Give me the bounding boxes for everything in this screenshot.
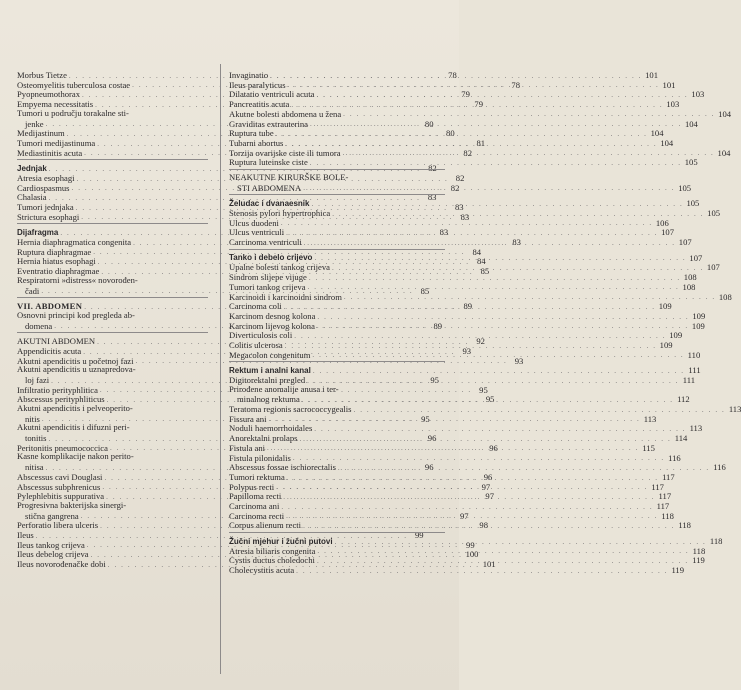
toc-entry-title: Colitis ulcerosa bbox=[229, 339, 283, 350]
toc-entry-title: Akutni apendicitis u početnoj fazi bbox=[17, 355, 134, 366]
toc-entry-ulcus-duodeni bbox=[229, 217, 669, 228]
page-number: 109 bbox=[659, 339, 673, 350]
page-number: 95 bbox=[485, 394, 495, 405]
page-number: 119 bbox=[671, 565, 685, 576]
dot-leader bbox=[284, 227, 658, 238]
toc-entry-title: Mediastinitis acuta bbox=[17, 147, 83, 158]
toc-entry-title: Hernia diaphragmatica congenita bbox=[17, 237, 132, 248]
toc-entry-fistula-pilonidalis bbox=[229, 452, 681, 463]
toc-entry-row bbox=[229, 452, 681, 463]
toc-entry-line: Osnovni principi kod pregleda ab- bbox=[17, 309, 135, 320]
page-number: 113 bbox=[728, 404, 741, 415]
page-number: 79 bbox=[461, 89, 470, 100]
page-number: 117 bbox=[656, 500, 670, 511]
page-number: 82 bbox=[450, 182, 460, 193]
page-number: 105 bbox=[684, 157, 698, 168]
page-number: 117 bbox=[658, 491, 672, 502]
page-number: 117 bbox=[651, 481, 664, 492]
page-number: 109 bbox=[658, 301, 672, 312]
toc-entry-title: Tumori jednjaka bbox=[17, 202, 74, 213]
page-number: 116 bbox=[713, 462, 726, 473]
toc-entry-row bbox=[229, 404, 741, 415]
page-number: 103 bbox=[691, 89, 705, 100]
toc-entry-line: Akutni apendicitis i difuzni peri- bbox=[17, 422, 130, 433]
toc-entry-title: nitisa bbox=[25, 462, 44, 473]
toc-entry-title: Carcinoma recti bbox=[229, 510, 285, 521]
toc-entry-title: Dilatatio ventriculi acuta bbox=[229, 89, 315, 100]
page-number: 112 bbox=[677, 394, 690, 405]
dot-leader bbox=[312, 255, 686, 262]
toc-entry-title: tonitis bbox=[25, 433, 47, 444]
dot-leader bbox=[300, 394, 674, 405]
toc-entry-title: Graviditas extrauterina bbox=[229, 118, 308, 129]
toc-entry-title: Carcinoma ventriculi bbox=[229, 237, 302, 248]
page-number: 96 bbox=[489, 442, 498, 453]
dot-leader bbox=[309, 201, 683, 208]
dot-leader bbox=[352, 407, 726, 414]
toc-entry-title: Tumori medijastinuma bbox=[17, 137, 96, 148]
page-number: 107 bbox=[678, 237, 692, 248]
page-number: 113 bbox=[643, 413, 657, 424]
toc-entry-noduli-haemorrhoidales bbox=[229, 423, 703, 434]
toc-entry-title: Strictura esophagi bbox=[17, 211, 80, 222]
toc-entry-row bbox=[17, 246, 482, 257]
toc-entry-diverticulosis-coli bbox=[229, 330, 683, 341]
page-number: 109 bbox=[669, 330, 683, 341]
page-number: 106 bbox=[655, 217, 669, 228]
toc-entry-anorektalni-prolaps bbox=[229, 433, 688, 444]
toc-entry-title: Abscessus cavi Douglasi bbox=[17, 471, 103, 482]
page-number: 99 bbox=[466, 539, 475, 550]
toc-entry-line: Progresivna bakterijska sinergi- bbox=[17, 499, 127, 510]
page-number: 104 bbox=[717, 147, 731, 158]
page-number: 89 bbox=[463, 301, 473, 312]
toc-entry-title: Ileus tankog crijeva bbox=[17, 539, 85, 550]
toc-entry-row bbox=[229, 310, 706, 321]
toc-entry-row bbox=[17, 163, 437, 174]
dot-leader bbox=[283, 343, 657, 350]
toc-entry-title: Eventratio diaphragmae bbox=[17, 266, 100, 277]
dot-leader bbox=[298, 433, 672, 444]
dot-leader bbox=[282, 301, 656, 312]
page-number: 115 bbox=[642, 442, 655, 453]
toc-entry-row bbox=[229, 500, 670, 511]
dot-leader bbox=[301, 520, 675, 531]
page-number: 107 bbox=[661, 227, 674, 238]
page-number: 96 bbox=[427, 433, 437, 444]
page-number: 83 bbox=[427, 192, 437, 203]
toc-entry-title: Papilloma recti bbox=[229, 491, 282, 502]
dot-leader bbox=[274, 481, 648, 492]
dot-leader bbox=[266, 413, 640, 424]
toc-entry-title: Noduli haemorrhoidales bbox=[229, 423, 313, 434]
toc-entry-title: Cholecystitis acuta bbox=[229, 565, 295, 576]
dot-leader bbox=[301, 182, 675, 193]
toc-entry-line: NEAKUTNE KIRURŠKE BOLE- bbox=[229, 171, 349, 182]
toc-entry-ulcus-ventriculi bbox=[229, 227, 674, 238]
dot-leader bbox=[306, 284, 680, 291]
toc-entry-title: Dijafragma bbox=[17, 228, 59, 237]
toc-entry-title: stična gangrena bbox=[25, 510, 79, 521]
page-number: 108 bbox=[683, 272, 697, 283]
toc-entry-carcinoma-ani bbox=[229, 500, 670, 511]
page-number: 97 bbox=[459, 510, 469, 521]
toc-entry-title: Chalasia bbox=[17, 192, 47, 203]
toc-entry-karcinom-lijevog-kolona bbox=[229, 320, 705, 331]
toc-entry-graviditas-extrauterina bbox=[229, 118, 698, 129]
page-number: 96 bbox=[483, 471, 493, 482]
page-number: 93 bbox=[462, 345, 472, 356]
toc-entry-title: Cystis ductus choledochi bbox=[229, 555, 315, 566]
toc-entry-title: Diverticulosis coli bbox=[229, 330, 293, 341]
toc-entry-title: Tubarni abortus bbox=[229, 137, 284, 148]
toc-entry-karcinoidi-i-karcinoidni-sindrom bbox=[229, 291, 732, 302]
toc-entry-line: Prirođene anomalije anusa i ter- bbox=[229, 383, 339, 394]
page-number: 83 bbox=[439, 227, 449, 238]
page-number: 104 bbox=[650, 128, 664, 139]
toc-entry-title: nitis bbox=[25, 413, 40, 424]
toc-entry-title: STI ABDOMENA bbox=[237, 182, 302, 193]
page-number: 108 bbox=[682, 281, 696, 292]
toc-entry-title: Žučni mjehur i žučni putovi bbox=[229, 536, 333, 546]
page-number: 82 bbox=[463, 147, 473, 158]
dot-leader bbox=[341, 147, 715, 158]
page-number: 104 bbox=[660, 137, 674, 148]
toc-entry-title: Stenosis pylori hypertrophica bbox=[229, 208, 331, 219]
page-number: 107 bbox=[689, 252, 703, 263]
page-number: 83 bbox=[455, 202, 464, 213]
toc-entry-title: Tanko i debelo crijevo bbox=[229, 253, 313, 263]
dot-leader bbox=[314, 89, 688, 100]
toc-entry-row bbox=[229, 423, 703, 434]
dot-leader bbox=[285, 471, 659, 482]
toc-entry-title: Corpus alienum recti bbox=[229, 520, 302, 531]
toc-entry-title: Ileus debelog crijeva bbox=[17, 549, 89, 560]
toc-entry-title: AKUTNI ABDOMEN bbox=[17, 336, 96, 347]
toc-entry-title: Appendicitis acuta bbox=[17, 345, 82, 356]
toc-entry-row bbox=[229, 565, 685, 576]
dot-leader bbox=[330, 211, 704, 218]
toc-entry-title: Želudac i dvanaesnik bbox=[229, 198, 310, 208]
toc-entry-title: Teratoma regionis sacrococcygealis bbox=[229, 404, 352, 415]
toc-entry-cholecystitis-acuta bbox=[229, 565, 685, 576]
toc-entry-line: Kasne komplikacije nakon perito- bbox=[17, 451, 134, 462]
page-number: 101 bbox=[482, 559, 496, 570]
page-number: 117 bbox=[662, 471, 675, 482]
toc-entry-title: domena bbox=[25, 320, 53, 331]
toc-entry-title: Tumori rektuma bbox=[229, 471, 285, 482]
toc-entry-title: Ileus paralyticus bbox=[229, 79, 286, 90]
toc-entry-row bbox=[229, 433, 688, 444]
page-number: 96 bbox=[424, 462, 434, 473]
dot-leader bbox=[315, 314, 689, 321]
toc-entry-title: Perforatio libera ulceris bbox=[17, 520, 99, 531]
dot-leader bbox=[341, 111, 715, 118]
toc-entry-row bbox=[229, 365, 701, 376]
page-number: 98 bbox=[479, 520, 488, 531]
toc-entry-title: Pylephlebitis suppurativa bbox=[17, 491, 105, 502]
page-number: 99 bbox=[414, 530, 424, 541]
toc-entry-title: Ruptura diaphragmae bbox=[17, 246, 92, 257]
page-number: 84 bbox=[472, 246, 482, 257]
toc-entry-title: Sindrom slijepe vijuge bbox=[229, 272, 307, 283]
column-divider bbox=[220, 64, 221, 674]
dot-leader bbox=[294, 568, 668, 575]
page-number: 119 bbox=[692, 555, 705, 566]
toc-entry-title: čadi bbox=[25, 285, 40, 296]
toc-entry-abscessus-fossae-ischiorectalis bbox=[229, 462, 726, 473]
dot-leader bbox=[291, 455, 665, 462]
toc-entry-title: Fistula pilonidalis bbox=[229, 452, 291, 463]
page-number: 118 bbox=[678, 520, 691, 531]
page-number: 83 bbox=[512, 237, 521, 248]
page-number: 80 bbox=[446, 128, 455, 139]
toc-entry-row bbox=[229, 217, 669, 228]
toc-entry-karcinom-desnog-kolona bbox=[229, 310, 706, 321]
page-number: 111 bbox=[688, 365, 701, 376]
toc-entry-row bbox=[229, 227, 674, 238]
toc-entry-line: Tumori u području torakalne sti- bbox=[17, 107, 129, 118]
page-number: 118 bbox=[709, 536, 723, 547]
page-number: 101 bbox=[645, 70, 658, 81]
toc-entry-title: Pancreatitis acuta bbox=[229, 99, 290, 110]
toc-entry-line: Respiratorni »distress« novorođen- bbox=[17, 274, 138, 285]
dot-leader bbox=[312, 426, 686, 433]
page-number: 101 bbox=[662, 79, 676, 90]
page-number: 105 bbox=[707, 208, 721, 219]
toc-entry-title: VII. ABDOMEN bbox=[17, 301, 83, 312]
dot-leader bbox=[292, 333, 666, 340]
toc-entry-title: minalnog rektuma bbox=[237, 394, 300, 405]
toc-entry-title: Tumori tankog crijeva bbox=[229, 281, 306, 292]
toc-entry-line: Akutni apendicitis i pelveoperito- bbox=[17, 403, 133, 413]
page-number: 100 bbox=[465, 549, 479, 560]
toc-entry-title: Polypus recti bbox=[229, 481, 275, 492]
toc-entry-ruptura-luteinske-ciste bbox=[229, 157, 698, 168]
dot-leader bbox=[311, 368, 685, 375]
toc-entry-title: Invaginatio bbox=[229, 70, 269, 81]
dot-leader bbox=[330, 265, 704, 272]
toc-entry-row bbox=[229, 281, 696, 292]
toc-entry-title: Hernia hiatus esophagi bbox=[17, 256, 96, 267]
dot-leader bbox=[286, 79, 660, 90]
page-number: 104 bbox=[684, 118, 698, 129]
toc-entry-row bbox=[229, 157, 698, 168]
page-number: 92 bbox=[476, 336, 485, 347]
page-number: 93 bbox=[514, 355, 524, 366]
dot-leader bbox=[315, 548, 689, 555]
page-number: 89 bbox=[433, 320, 443, 331]
dot-leader bbox=[281, 491, 655, 502]
page-number: 103 bbox=[666, 99, 680, 110]
toc-entry-title: Atresia biliaris congenita bbox=[229, 545, 316, 556]
page-number: 108 bbox=[718, 291, 732, 302]
toc-entry-title: Ruptura tube bbox=[229, 128, 274, 139]
toc-entry-title: Rektum i analni kanal bbox=[229, 365, 311, 375]
toc-entry-title: Megacolon congenitum bbox=[229, 349, 311, 360]
dot-leader bbox=[310, 352, 684, 359]
page-number: 79 bbox=[474, 99, 483, 110]
toc-entry-title: Medijastinum bbox=[17, 128, 65, 139]
dot-leader bbox=[307, 275, 681, 282]
page-number: 80 bbox=[424, 118, 434, 129]
toc-entry-title: Ileus bbox=[17, 530, 34, 541]
page-number: 109 bbox=[692, 310, 706, 321]
page-number: 105 bbox=[678, 182, 692, 193]
dot-leader bbox=[315, 320, 689, 331]
toc-entry-title: Ulcus duodeni bbox=[229, 217, 279, 228]
page-number: 109 bbox=[691, 320, 705, 331]
toc-entry-title: Infiltratio perityphlitica bbox=[17, 384, 98, 395]
toc-entry-title: Carcinoma ani bbox=[229, 500, 280, 511]
dot-leader bbox=[289, 99, 663, 110]
toc-entry-title: Empyema necessitatis bbox=[17, 99, 94, 110]
dot-leader bbox=[308, 118, 682, 129]
toc-entry-title: Peritonitis pneumococcica bbox=[17, 442, 108, 453]
toc-entry-title: Akutne bolesti abdomena u žena bbox=[229, 108, 342, 119]
dot-leader bbox=[333, 539, 707, 546]
toc-entry-title: Karcinom desnog kolona bbox=[229, 310, 316, 321]
toc-entry-title: Fissura ani bbox=[229, 413, 267, 424]
dot-leader bbox=[302, 237, 676, 248]
toc-entry-title: Atresia esophagi bbox=[17, 172, 75, 183]
dot-leader bbox=[315, 558, 689, 565]
page-number: 104 bbox=[718, 108, 732, 119]
toc-entry-sindrom-slijepe-vijuge bbox=[229, 272, 697, 283]
page-number: 85 bbox=[420, 285, 430, 296]
dot-leader bbox=[268, 70, 642, 81]
toc-entry-ruptura-diaphragmae bbox=[17, 246, 482, 257]
toc-entry-title: Osteomyelitis tuberculosa costae bbox=[17, 79, 131, 90]
page-number: 82 bbox=[428, 163, 437, 174]
toc-entry-title: Karcinoidi i karcinoidni sindrom bbox=[229, 291, 342, 302]
dot-leader bbox=[279, 220, 653, 227]
toc-entry-title: jenke bbox=[25, 118, 44, 129]
toc-entry-title: Abscessus fossae ischiorectalis bbox=[229, 462, 336, 473]
page-number: 105 bbox=[686, 198, 700, 209]
toc-entry-rektum-i-analni-kanal bbox=[229, 365, 701, 376]
toc-entry-tumori-tankog-crijeva bbox=[229, 281, 696, 292]
toc-entry-title: Torzija ovarijske ciste ili tumora bbox=[229, 147, 341, 158]
toc-entry-teratoma-regionis-sacrococcygealis bbox=[229, 404, 741, 415]
page-number: 118 bbox=[661, 510, 674, 521]
toc-entry-title: Ulcus ventriculi bbox=[229, 227, 285, 238]
dot-leader bbox=[305, 375, 679, 386]
toc-entry-title: Abscessus subphrenicus bbox=[17, 481, 101, 492]
toc-entry-row bbox=[229, 330, 683, 341]
page-number: 95 bbox=[479, 384, 488, 395]
toc-entry-row bbox=[229, 108, 732, 119]
page-number: 85 bbox=[480, 266, 490, 277]
dot-leader bbox=[342, 294, 716, 301]
page-number: 116 bbox=[668, 452, 681, 463]
page-number: 95 bbox=[421, 413, 430, 424]
toc-entry-title: Karcinom lijevog kolona bbox=[229, 320, 315, 331]
toc-entry-jednjak bbox=[17, 163, 437, 174]
toc-entry-row bbox=[229, 272, 697, 283]
page-number: 118 bbox=[692, 545, 706, 556]
toc-entry-title: Upalne bolesti tankog crijeva bbox=[229, 262, 330, 273]
toc-entry-akutne-bolesti-abdomena-u-zena bbox=[229, 108, 732, 119]
dot-leader bbox=[336, 462, 710, 473]
toc-entry-title: Pyopneumothorax bbox=[17, 89, 81, 100]
page-number: 81 bbox=[476, 137, 486, 148]
toc-entry-fissura-ani bbox=[229, 413, 657, 424]
toc-entry-title: Ileus novorođenačke dobi bbox=[17, 559, 106, 570]
toc-entry-title: Abscessus perityphliticus bbox=[17, 394, 105, 405]
page-number: 83 bbox=[460, 211, 470, 222]
dot-leader bbox=[265, 442, 639, 453]
toc-entry-line: Akutni apendicitis u uznapredova- bbox=[17, 364, 136, 375]
toc-entry-title: Anorektalni prolaps bbox=[229, 433, 298, 444]
toc-entry-title: Morbus Tietze bbox=[17, 70, 67, 81]
page-number: 113 bbox=[689, 423, 703, 434]
page-number: 97 bbox=[481, 481, 491, 492]
page-number: 78 bbox=[511, 79, 520, 90]
page-number: 97 bbox=[485, 491, 494, 502]
toc-entry-row bbox=[229, 413, 657, 424]
toc-entry-title: Ruptura luteinske ciste bbox=[229, 157, 308, 168]
toc-entry-row bbox=[229, 462, 726, 473]
toc-entry-title: Cardiospasmus bbox=[17, 182, 70, 193]
dot-leader bbox=[283, 137, 657, 148]
page-number: 78 bbox=[448, 70, 457, 81]
toc-entry-title: Digitorektalni pregled bbox=[229, 375, 306, 386]
toc-entry-title: Fistula ani bbox=[229, 442, 266, 453]
toc-entry-row bbox=[229, 118, 698, 129]
page-number: 114 bbox=[674, 433, 688, 444]
dot-leader bbox=[274, 128, 648, 139]
page-number: 111 bbox=[682, 375, 695, 386]
page-number: 95 bbox=[430, 375, 439, 386]
page-number: 107 bbox=[706, 262, 720, 273]
toc-entry-row bbox=[229, 320, 705, 331]
page-number: 110 bbox=[687, 349, 701, 360]
toc-entry-title: Jednjak bbox=[17, 163, 47, 173]
page-number: 84 bbox=[477, 256, 486, 267]
dot-leader bbox=[284, 510, 658, 521]
page-number: 82 bbox=[455, 172, 465, 183]
toc-entry-row bbox=[229, 291, 732, 302]
dot-leader bbox=[308, 160, 682, 167]
toc-entry-title: Carcinoma coli bbox=[229, 301, 282, 312]
toc-entry-title: loj fazi bbox=[25, 375, 50, 386]
dot-leader bbox=[279, 504, 653, 511]
